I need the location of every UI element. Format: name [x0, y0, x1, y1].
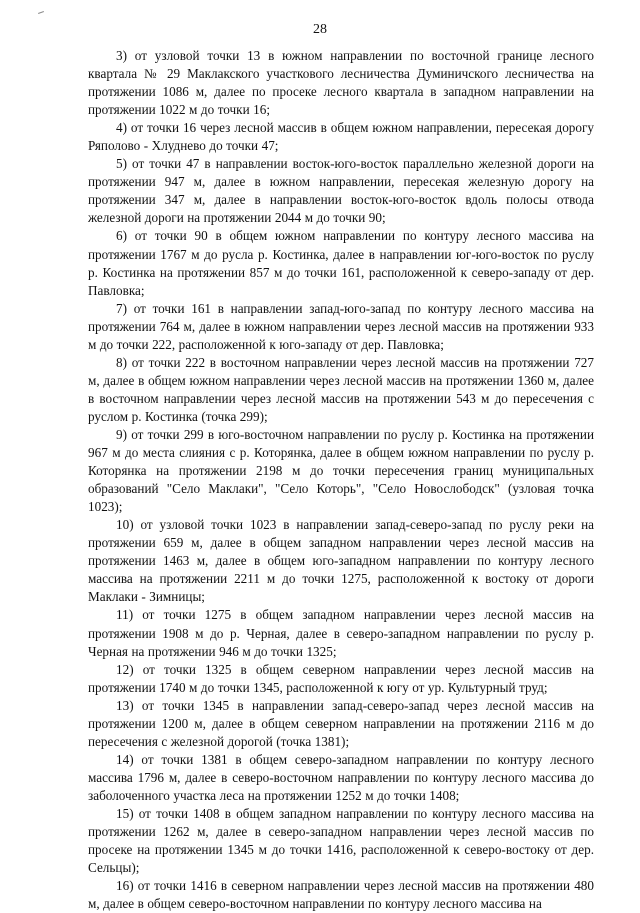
paragraph-3: 3) от узловой точки 13 в южном направлении по восточной границе лесного квартала № 29 Маклакского участкового лесничества Думиничского лесничества на протяжении 1086 м, далее по просеке лесного квартала в западном направлении на протяжении 1022 м до точки 16; — [88, 48, 594, 118]
document-body — [88, 47, 594, 913]
paragraph-10: 10) от узловой точки 1023 в направлении запад-северо-запад по руслу реки на протяжении 659 м, далее в общем западном направлении через лесной массив на протяжении 1463 м, далее в общем юго-западном направлении по контуру лесного массива на протяжении 2211 м до точки 1275, расположенной к востоку от дороги Маклаки - Зимницы; — [88, 517, 594, 605]
paragraph-6: 6) от точки 90 в общем южном направлении по контуру лесного массива на протяжении 1767 м до русла р. Костинка, далее в направлении юг-юго-восток по руслу р. Костинка на протяжении 857 м до точки 161, расположенной к северо-западу от дер. Павловка; — [88, 228, 594, 298]
paragraph-12: 12) от точки 1325 в общем северном направлении через лесной массив на протяжении 1740 м до точки 1345, расположенной к югу от ур. Культурный труд; — [88, 661, 594, 695]
paragraph-7: 7) от точки 161 в направлении запад-юго-запад по контуру лесного массива на протяжении 764 м, далее в южном направлении через лесной массив на протяжении 933 м до точки 222, расположенной к юго-западу от дер. Павловка; — [88, 300, 594, 352]
paragraph-8: 8) от точки 222 в восточном направлении через лесной массив на протяжении 727 м, далее в общем южном направлении через лесной массив на протяжении 1360 м, далее в восточном направлении через лесной массив на протяжении 543 м до пересечения с руслом р. Костинка (точка 299); — [88, 354, 594, 424]
paragraph-13: 13) от точки 1345 в направлении запад-северо-запад через лесной массив на протяжении 1200 м, далее в общем северном направлении на протяжении 2116 м до пересечения с железной дорогой (точка 1381); — [88, 697, 594, 749]
paragraph-11: 11) от точки 1275 в общем западном направлении через лесной массив на протяжении 1908 м до р. Черная, далее в северо-западном направлении по руслу р. Черная на протяжении 946 м до точки 1325; — [88, 607, 594, 659]
paragraph-15: 15) от точки 1408 в общем западном направлении по контуру лесного массива на протяжении 1262 м, далее в северо-западном направлении через лесной массив по просеке на протяжении 1345 м до точки 1416, расположенной к северо-востоку от дер. Сельцы); — [88, 805, 594, 876]
page-number: 28 — [313, 22, 327, 37]
paragraph-9: 9) от точки 299 в юго-восточном направлении по руслу р. Костинка на протяжении 967 м до места слияния с р. Которянка, далее в общем южном направлении по руслу р. Которянка на протяжении 2198 м до точки пересечения границ муниципальных образований "Село Маклаки", "Село Которь", "Село Новослободск" (узловая точка 1023); — [88, 426, 594, 515]
paragraph-4: 4) от точки 16 через лесной массив в общем южном направлении, пересекая дорогу Ряполово - Хлуднево до точки 47; — [88, 120, 594, 154]
paragraph-14: 14) от точки 1381 в общем северо-западном направлении по контуру лесного массива 1796 м, далее в северо-восточном направлении по контуру лесного массива до заболоченного участка леса на протяжении 1252 м до точки 1408; — [88, 751, 594, 803]
scan-mark — [38, 11, 44, 14]
paragraph-5: 5) от точки 47 в направлении восток-юго-восток параллельно железной дороги на протяжении 947 м, далее в южном направлении, пересекая железную дорогу на протяжении 347 м, далее в направлении восток-юго-восток вдоль полосы отвода железной дороги на протяжении 2044 м до точки 90; — [88, 156, 594, 226]
paragraph-16: 16) от точки 1416 в северном направлении через лесной массив на протяжении 480 м, далее в общем северо-восточном направлении по контуру лесного массива на — [88, 878, 594, 912]
